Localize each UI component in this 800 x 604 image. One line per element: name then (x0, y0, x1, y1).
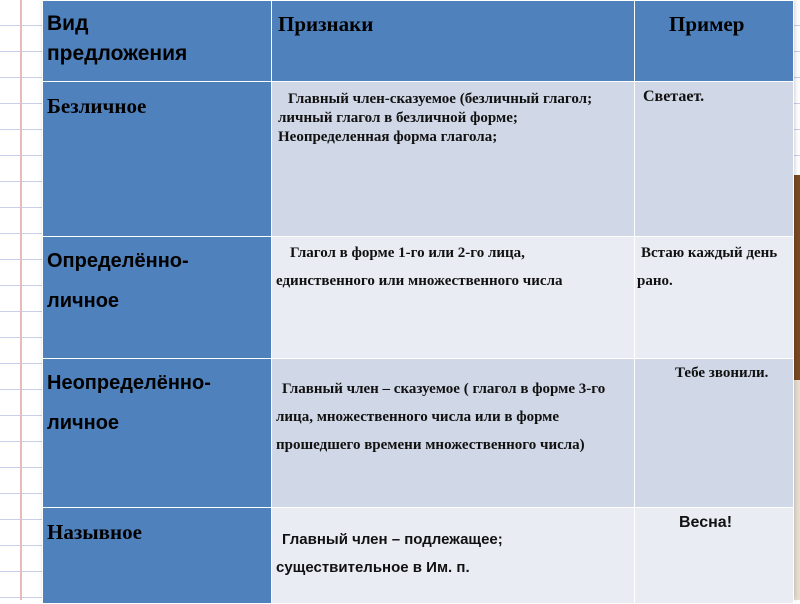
header-cell-example (635, 1, 794, 82)
header-cell-type (43, 1, 272, 82)
type-cell (43, 508, 272, 604)
signs-text: Главный член – подлежащее; существительное в Им. п. (276, 531, 503, 576)
signs-text: Главный член – сказуемое ( глагол в форме 3-го лица, множественного числа или в форме прошедшего времени множественного числа) (276, 381, 606, 453)
example-text: Светает. (643, 88, 705, 105)
example-cell (635, 359, 794, 508)
table-row (43, 508, 794, 604)
type-label: Определённо-личное (47, 250, 189, 312)
type-label: Неопределённо-личное (47, 372, 211, 434)
example-cell (635, 237, 794, 359)
signs-text: Главный член-сказуемое (безличный глагол; личный глагол в безличной форме; Неопределенная форма глагола; (278, 91, 593, 145)
example-cell (635, 508, 794, 604)
type-cell (43, 237, 272, 359)
table-row (43, 359, 794, 508)
type-label: Назывное (47, 520, 142, 544)
type-cell (43, 82, 272, 237)
header-cell-signs (272, 1, 635, 82)
table-row (43, 237, 794, 359)
header-type: Вид предложения (47, 12, 188, 65)
signs-cell (272, 237, 635, 359)
signs-text: Глагол в форме 1-го или 2-го лица, единственного или множественного числа (276, 245, 563, 289)
example-text: Весна! (679, 514, 733, 531)
header-example: Пример (669, 12, 745, 36)
type-cell (43, 359, 272, 508)
table-row (43, 82, 794, 237)
table-header-row (43, 1, 794, 82)
header-signs: Признаки (278, 12, 374, 36)
type-label: Безличное (47, 94, 147, 118)
notebook-margin-line (20, 0, 22, 600)
example-text: Встаю каждый день рано. (637, 245, 778, 289)
signs-cell (272, 359, 635, 508)
slide (42, 0, 790, 600)
example-cell (635, 82, 794, 237)
signs-cell (272, 82, 635, 237)
example-text: Тебе звонили. (675, 365, 769, 381)
signs-cell (272, 508, 635, 604)
sentence-types-table (42, 0, 794, 604)
